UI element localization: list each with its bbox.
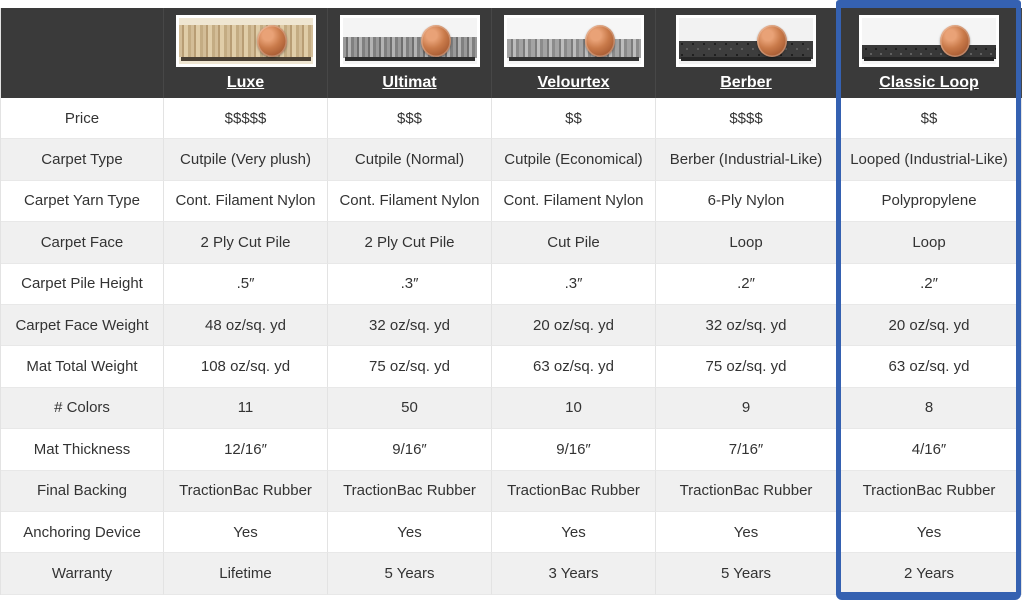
table-cell-warranty-luxe: Lifetime [164, 553, 328, 594]
table-cell-price-luxe: $$$$$ [164, 98, 328, 139]
table-cell-anchoring-device-luxe: Yes [164, 512, 328, 553]
table-cell--colors-velourtex: 10 [492, 388, 656, 429]
product-link-ultimat[interactable]: Ultimat [382, 73, 437, 91]
carpet-pile-texture [179, 25, 313, 57]
carpet-backing-strip [864, 57, 994, 61]
table-cell-warranty-velourtex: 3 Years [492, 553, 656, 594]
table-cell-final-backing-luxe: TractionBac Rubber [164, 471, 328, 512]
row-label-price: Price [1, 98, 164, 139]
carpet-backing-strip [181, 57, 311, 61]
table-cell-carpet-pile-height-luxe: .5″ [164, 264, 328, 305]
penny-icon [757, 25, 787, 57]
table-cell-price-velourtex: $$ [492, 98, 656, 139]
table-cell-carpet-face-weight-ultimat: 32 oz/sq. yd [328, 305, 492, 346]
carpet-pile-texture [343, 37, 477, 58]
row-label-mat-thickness: Mat Thickness [1, 429, 164, 470]
table-cell-carpet-type-luxe: Cutpile (Very plush) [164, 139, 328, 180]
carpet-backing-strip [681, 57, 811, 61]
table-cell-price-berber: $$$$ [656, 98, 837, 139]
table-cell-carpet-face-luxe: 2 Ply Cut Pile [164, 222, 328, 263]
row-label-warranty: Warranty [1, 553, 164, 594]
table-cell-mat-thickness-velourtex: 9/16″ [492, 429, 656, 470]
row-label-final-backing: Final Backing [1, 471, 164, 512]
table-cell-carpet-face-ultimat: 2 Ply Cut Pile [328, 222, 492, 263]
table-cell-anchoring-device-velourtex: Yes [492, 512, 656, 553]
table-cell-carpet-pile-height-velourtex: .3″ [492, 264, 656, 305]
table-cell--colors-berber: 9 [656, 388, 837, 429]
carpet-backing-strip [509, 57, 639, 61]
penny-icon [585, 25, 615, 57]
ultimat-carpet-sample-photo [340, 15, 480, 67]
table-cell-mat-thickness-ultimat: 9/16″ [328, 429, 492, 470]
carpet-backing-strip [345, 57, 475, 61]
classic-loop-carpet-sample-photo [859, 15, 999, 67]
berber-carpet-sample-photo [676, 15, 816, 67]
penny-icon [940, 25, 970, 57]
comparison-table [0, 8, 1022, 595]
table-cell--colors-classic-loop: 8 [837, 388, 1022, 429]
table-cell--colors-ultimat: 50 [328, 388, 492, 429]
table-cell-carpet-yarn-type-velourtex: Cont. Filament Nylon [492, 181, 656, 222]
table-cell-final-backing-velourtex: TractionBac Rubber [492, 471, 656, 512]
table-cell-carpet-yarn-type-luxe: Cont. Filament Nylon [164, 181, 328, 222]
table-cell-carpet-face-weight-classic-loop: 20 oz/sq. yd [837, 305, 1022, 346]
product-link-classic-loop[interactable]: Classic Loop [879, 73, 979, 91]
product-link-luxe[interactable]: Luxe [226, 73, 265, 91]
table-cell-final-backing-ultimat: TractionBac Rubber [328, 471, 492, 512]
row-label-anchoring-device: Anchoring Device [1, 512, 164, 553]
table-cell-anchoring-device-berber: Yes [656, 512, 837, 553]
table-cell-carpet-yarn-type-ultimat: Cont. Filament Nylon [328, 181, 492, 222]
row-label-carpet-pile-height: Carpet Pile Height [1, 264, 164, 305]
table-cell-mat-total-weight-velourtex: 63 oz/sq. yd [492, 346, 656, 387]
table-cell-carpet-face-velourtex: Cut Pile [492, 222, 656, 263]
velourtex-carpet-sample-photo [504, 15, 644, 67]
table-cell-final-backing-classic-loop: TractionBac Rubber [837, 471, 1022, 512]
table-cell-carpet-face-classic-loop: Loop [837, 222, 1022, 263]
table-cell-mat-thickness-berber: 7/16″ [656, 429, 837, 470]
product-link-berber[interactable]: Berber [720, 73, 772, 91]
product-column-header-classic-loop [837, 8, 1022, 98]
table-cell-mat-total-weight-classic-loop: 63 oz/sq. yd [837, 346, 1022, 387]
penny-icon [421, 25, 451, 57]
product-column-header-ultimat [328, 8, 492, 98]
table-cell-carpet-type-classic-loop: Looped (Industrial-Like) [837, 139, 1022, 180]
table-cell-mat-total-weight-ultimat: 75 oz/sq. yd [328, 346, 492, 387]
table-cell-carpet-face-weight-velourtex: 20 oz/sq. yd [492, 305, 656, 346]
table-cell-carpet-yarn-type-berber: 6-Ply Nylon [656, 181, 837, 222]
product-link-velourtex[interactable]: Velourtex [537, 73, 610, 91]
table-cell-price-classic-loop: $$ [837, 98, 1022, 139]
table-cell-carpet-type-ultimat: Cutpile (Normal) [328, 139, 492, 180]
row-label-carpet-yarn-type: Carpet Yarn Type [1, 181, 164, 222]
row-label--colors: # Colors [1, 388, 164, 429]
table-cell-carpet-yarn-type-classic-loop: Polypropylene [837, 181, 1022, 222]
table-cell-carpet-pile-height-classic-loop: .2″ [837, 264, 1022, 305]
row-label-carpet-face: Carpet Face [1, 222, 164, 263]
table-cell-mat-thickness-luxe: 12/16″ [164, 429, 328, 470]
luxe-carpet-sample-photo [176, 15, 316, 67]
row-label-carpet-face-weight: Carpet Face Weight [1, 305, 164, 346]
product-column-header-luxe [164, 8, 328, 98]
table-cell-carpet-pile-height-berber: .2″ [656, 264, 837, 305]
penny-icon [257, 25, 287, 57]
row-label-carpet-type: Carpet Type [1, 139, 164, 180]
table-corner-cell [1, 8, 164, 98]
table-cell-warranty-berber: 5 Years [656, 553, 837, 594]
table-cell-warranty-classic-loop: 2 Years [837, 553, 1022, 594]
table-cell--colors-luxe: 11 [164, 388, 328, 429]
table-cell-carpet-type-berber: Berber (Industrial-Like) [656, 139, 837, 180]
row-label-mat-total-weight: Mat Total Weight [1, 346, 164, 387]
table-cell-carpet-pile-height-ultimat: .3″ [328, 264, 492, 305]
table-cell-anchoring-device-classic-loop: Yes [837, 512, 1022, 553]
table-cell-carpet-face-weight-luxe: 48 oz/sq. yd [164, 305, 328, 346]
table-cell-carpet-face-berber: Loop [656, 222, 837, 263]
table-cell-price-ultimat: $$$ [328, 98, 492, 139]
table-cell-anchoring-device-ultimat: Yes [328, 512, 492, 553]
table-cell-carpet-type-velourtex: Cutpile (Economical) [492, 139, 656, 180]
table-cell-mat-total-weight-luxe: 108 oz/sq. yd [164, 346, 328, 387]
product-column-header-berber [656, 8, 837, 98]
table-cell-mat-thickness-classic-loop: 4/16″ [837, 429, 1022, 470]
table-cell-mat-total-weight-berber: 75 oz/sq. yd [656, 346, 837, 387]
product-column-header-velourtex [492, 8, 656, 98]
table-cell-carpet-face-weight-berber: 32 oz/sq. yd [656, 305, 837, 346]
table-cell-final-backing-berber: TractionBac Rubber [656, 471, 837, 512]
table-cell-warranty-ultimat: 5 Years [328, 553, 492, 594]
carpet-pile-texture [507, 39, 641, 58]
